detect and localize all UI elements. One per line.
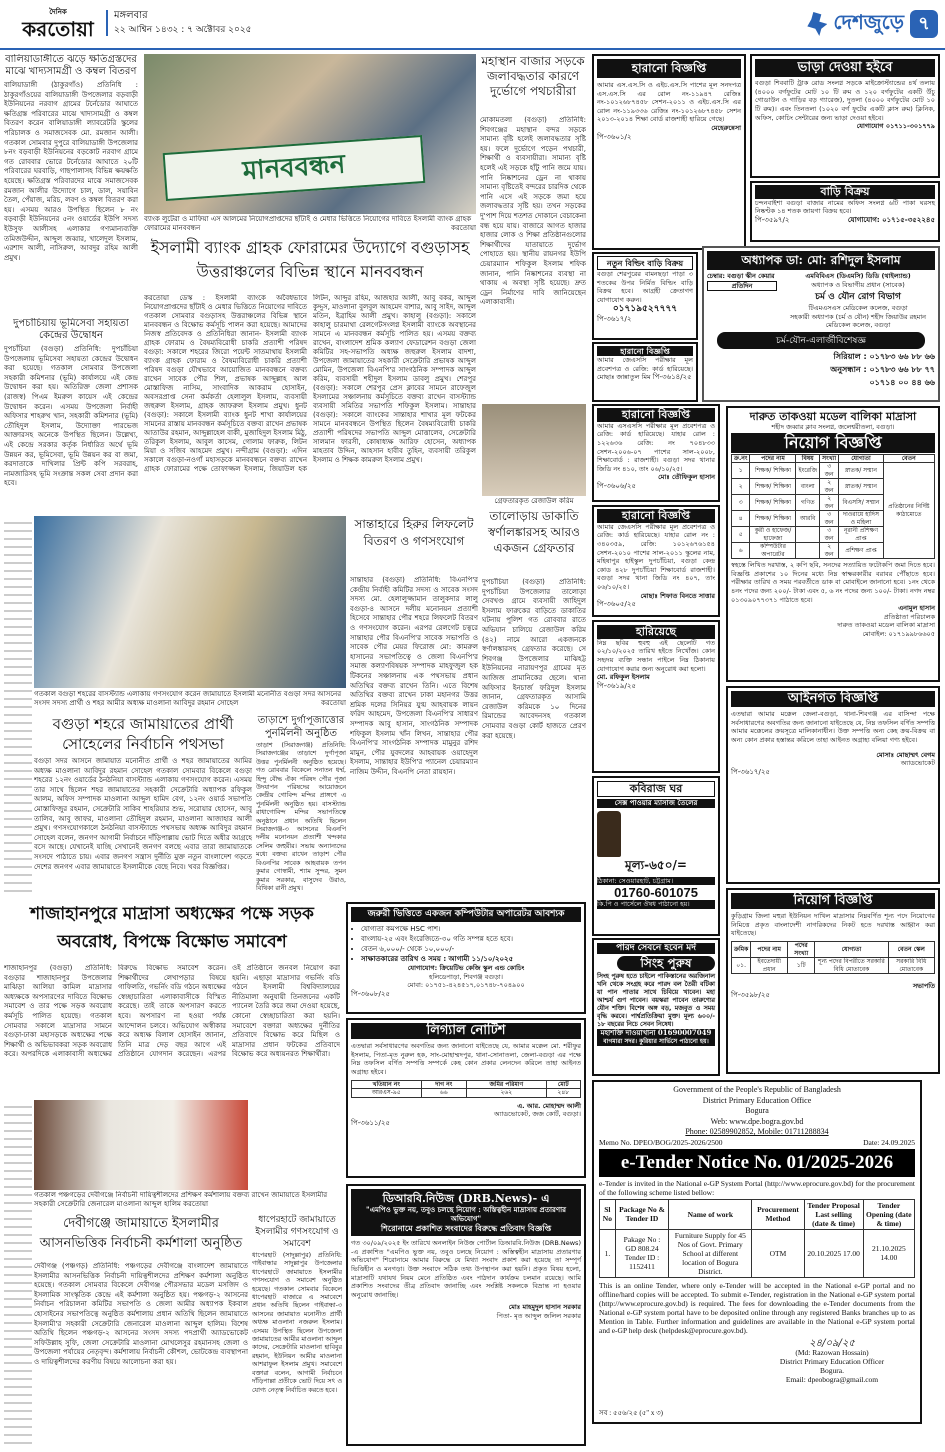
- cell: সরকারি বিধি মোতাবেক: [888, 958, 934, 974]
- article-body: ধাপেরহাট (সাদুল্লাপুর) প্রতিনিধি: গাইবান্ধার সাদুল্লাপুর উপজেলার ধাপেরহাটে জামায়াতে ইসলামীর গণসংযোগ ও সমাবেশ অনুষ্ঠিত হয়েছে। গতকাল সোমবার বিকেলে ধাপেরহাট বাজারে এ সমাবেশে প্রধান অতিথি ছিলেন গাইবান্ধা-৩ আসনের জামায়াত মনোনীত প্রার্থী অধ্যক্ষ মাওলানা নজরুল ইসলাম। এসময় উপস্থিত ছিলেন উপজেলা জামায়াতের আমীর মাওলানা আব্দুল কাদের, সেক্রেটারি মাওলানা হাবিবুর রহমান, ইউনিয়ন আমীর মাওলানা আশরাফুল ইসলাম প্রমুখ। সমাবেশে বক্তারা বলেন, আগামী নির্বাচনে দাঁড়িপাল্লা প্রতীকে ভোট দিয়ে সৎ ও যোগ্য নেতৃত্ব নির্বাচিত করতে হবে।: [252, 1252, 342, 1394]
- cell: শিক্ষক/ শিক্ষিকা: [750, 511, 796, 527]
- cell: ৩ জন: [819, 463, 838, 479]
- cell: ৩ জন: [819, 511, 838, 527]
- cell: ১টি: [788, 958, 815, 974]
- ad-kabiraj: কবিরাজ ঘর সেক্স পাওয়ার ম্যাসাজ তৈলের মূল্য-৬৫০/= ঠিকানা: সেওয়ারহাট, চট্টগ্রাম। 01760-601075 কি.পি ও পার্সেলে ঔষধ পাঠানো হয়।: [592, 776, 720, 936]
- section-label: [728, 6, 938, 42]
- cell: ১: [732, 463, 750, 479]
- cell: ক্র.নং: [732, 454, 750, 463]
- cell: শিক্ষক/ শিক্ষিকা: [750, 495, 796, 511]
- cell: Procurement Method: [752, 1199, 804, 1229]
- job-table: [731, 941, 935, 974]
- cell: 20.10.2025 17.00: [804, 1229, 863, 1277]
- day: মঙ্গলবার: [114, 10, 148, 21]
- cell: স্নাতক/ সম্মান: [839, 463, 883, 479]
- cell: ২ জন: [819, 543, 838, 559]
- signature: ২৪/০৯/২৫: [809, 1337, 855, 1349]
- signature-block: ২৪/০৯/২৫ (Md: Razowan Hossain) District Primary Education Officer Bogura. Email: dpeobogra@gmail.com: [749, 1339, 915, 1384]
- logo-text: করতোয়া: [22, 17, 94, 41]
- cell: ইবতেদায়ী প্রধান: [751, 958, 788, 974]
- cell: আরএস-৯৫: [352, 1089, 422, 1098]
- salary-cell: প্রতিষ্ঠানের নির্দিষ্ট কাঠামোতে: [883, 463, 934, 559]
- cell: OTM: [752, 1229, 804, 1277]
- row2-left-continuation: [4, 516, 32, 896]
- cell: ৬৬: [421, 1089, 466, 1098]
- headline: তাড়াশে দুর্গাপূজাত্তোর পুনর্মিলনী অনুষ্ঠিত: [257, 715, 345, 739]
- debiganj-photo: [34, 1100, 248, 1190]
- cell: দাওরায়ে হাদিস ও মহিলা: [839, 511, 883, 527]
- cell: ২: [732, 479, 750, 495]
- left-margin-continuation: [4, 1100, 32, 1446]
- shajahanpur-headline: শাজাহানপুরে মাদ্রাসা অধ্যক্ষের পক্ষে সড়ক অবরোধ, বিপক্ষে বিক্ষোভ সমাবেশ: [30, 904, 314, 952]
- cell: Tender Opening (date & time): [863, 1199, 914, 1229]
- banner: মানববন্ধন: [163, 135, 426, 201]
- cell: কম্পিউটার অপারেটর: [750, 543, 796, 559]
- cell: আরবি: [796, 511, 820, 527]
- ad-singha-purush: পারদ সেবনে হবেন মর্দ সিংহ পুরুষ সিংহ পুরুষ হতে চাইলে পাকিস্তানের অরজিনাল খনি থেকে সংগ্রহ করে পারদ বল তৈরী বটিকা যা পান পাতার সাথে চিবিয়ে খাবেন। মহা আশ্চর্য গুণ পাবেন। বয়স্করা পাবেন তারুণ্যের যৌন শক্তি। বিশেষ অঙ্গ বড়, মজবুত ও সময় বৃদ্ধি করবে। পার্শ্বপ্রতিক্রিয়া মুক্ত। মূল্য ৬০০/- ১৮ বছরের নিচে সেবন নিষেধ। মহাশক্তি দাওয়াখানা 01690007049 বাগমারা সদর। কুরিয়ার সার্ভিসে পাঠানো হয়।: [592, 938, 720, 1076]
- cell: যোগ্যতা: [815, 942, 888, 958]
- talora-body: দুপচাঁচিয়া (বগুড়া) প্রতিনিধি: দুপচাঁচিয়া উপজেলার তালোড়া সেবখণ্ড গ্রামে ব্যবসায়ী জাহিদুল ইসলাম ফারুকের বাড়িতে ডাকাতির ঘটনায় পুলিশ গত রোববার রাতে অভিযান চালিয়ে রেজাউল করিম (৪২) নামে আরো একজনকে স্বর্ণালঙ্কারসহ গ্রেফতার করেছে। সে শিবগঞ্জ উপজেলার মাঝিহট্ট ইউনিয়নের নারায়ণপুর গ্রামের মৃত আজিজ প্রামানিকের ছেলে। থানা অফিসার ইনচার্জ ফরিদুল ইসলাম জানান, গ্রেফতারকৃত আসামি রেজাউল করিমকে ১০ দিনের রিমান্ডের আবেদনসহ গতকাল সোমবার বগুড়া কোর্ট হাজতে প্রেরণ করা হয়েছে।: [482, 578, 586, 740]
- lead-body: করতোয়া ডেস্ক : ইসলামী ব্যাংকে অবৈধভাবে নিয়োগপ্রাপ্তদের ছাঁটাই ও মেধার ভিত্তিতে নিয়োগের দাবিতে গতকাল সোমবার বগুড়াসহ উত্তরাঞ্চলের বিভিন্ন স্থানে মানববন্ধন ও বিক্ষোভ কর্মসূচি পালন করা হয়েছে। আমাদের নিজস্ব প্রতিবেদক ও প্রতিনিধিরা জানান- ইসলামী ব্যাংক গ্রাহক ফোরাম ও বৈষম্যবিরোধী চাকরি প্রত্যাশী পরিষদ বগুড়া: সকালে শহরের জিরো পয়েন্ট সাতমাথায় ইসলামী ব্যাংক গ্রাহক ফোরাম ও বৈষম্যবিরোধী চাকরি প্রত্যাশী পরিষদ বগুড়া যৌথভাবে আয়োজিত মানববন্ধনে বক্তব্য রাখেন সাবেক পৌর শিল, প্রভাষক আব্দুল্লাহ আল মোস্তাফিজ নাসিম, সাংবাদিক আকরাম হোসাইন, অবসরপ্রাপ্ত সেনা কর্মকর্তা হেলালুল ইসলাম, ব্যবসায়ী জহুরুল ইসলাম, গ্রাহক জাফরুল ইসলাম প্রমুখ। ধুনট (বগুড়া): সকালে ইসলামী ব্যাংক ধুনট শাখা কার্যালয়ের সামনের রাস্তায় মানববন্ধন কর্মসূচিতে বক্তব্য রাখেন প্রভাষক আতাউর রহমান, আব্দুল্লাহেল বাকী, মুজাহিদুল ইসলাম মিঠু, তরিকুল ইসলাম, আবুল কাসেম, গোলাম ফারুক, লিটন মিয়া ও সজিব আহমেদ প্রমুখ। নন্দীগ্রাম (বগুড়া): এদিন সকালে বগুড়া-নওগাঁ মহাসড়কে মানববন্ধনে বক্তব্য রাখেন গ্রাহক ফোরামের পক্ষে তোফাজ্জল ইসলাম, জিয়াউল হক লিটন, আব্দুর রহিম, আজহার আলী, আবু বকর, আব্দুল কুদ্দুস, মাওলানা বুলবুল আহমেদ বাশার, আবু সাইদ, আব্দুল মতিন, ইব্রাহিম আলী প্রমুখ। কাহালু (বগুড়া): সকালে কাহালু চারমাথা রেলগেটসংলগ্ন ইসলামী ব্যাংকে অবস্থানের সামনে এ মানববন্ধন কর্মসূচি পালিত হয়। এসময় বক্তব্য রাখেন, বাংলাদেশ শ্রমিক কল্যাণ ফেডারেশন বগুড়া জেলা কমিটির সহ-সভাপতি অধ্যক্ষ জহুরুল ইসলাম বাদশা, উপজেলা জামায়াতের সহকারী সেক্রেটারি প্রভাষক আব্দুল মোমিন, উপজেলা বিএনপি'র সাংগঠনিক সম্পাদক আব্দুল করিম, ব্যবসায়ী শহীদুল ইসলাম ডাবলু প্রমুখ। শেরপুর (বগুড়া): সকালে শেরপুর প্রেস ক্লাবের সামনে রাফেজুল ইসলামের সঞ্চালনায় কর্মসূচিতে বক্তব্য রাখেন বাসস্ট্যান্ড ব্যবসায়ী সমিতির সভাপতি শফিকুল ইসলাম। সান্তাহার (বগুড়া): সকালে ব্যাংকের সান্তাহার শাখার মূল ফটকের সামনে মানববন্ধনে উপস্থিত ছিলেন বৈষম্যবিরোধী চাকরি প্রত্যাশী পরিষদের সভাপতি আব্দুল মোত্তালেব, সেক্রেটারি সালমান ফারসী, কোষাধ্যক্ষ আরিফ হোসেন, অধ্যাপক মাহতাব উদ্দিন, আহসান হাবীব তুহিন, ব্যবসায়ী তরিকুল ইসলাম ও শিক্ষক কামরুল ইসলাম প্রমুখ।: [144, 294, 476, 473]
- ad-lost-3: হারানো বিজ্ঞপ্তি আমার এসএসসি পরীক্ষার মূল প্রবেশপত্র ও রেজি: কার্ড হারিয়েছে। যাহার রোল : ১২২৬৩৬ রেজি: নং ৭০৪৮৩৩ সেশন-২০০৬-০৭ পাশের সাল-২০০৮, শিক্ষাবোর্ড : রাজশাহী। বগুড়া সদর থানার জিডি নং ৪১০, তাং ০৬/১০/২৫। মোঃ তৌফিকুল হাসান পি-৩৬০৬/২৫: [592, 404, 720, 502]
- cell: ৫: [732, 527, 750, 543]
- mohasthan-body: মোকামতলা (বগুড়া) প্রতিনিধি: শিবগঞ্জের মহাস্থান বন্দর সড়কে সামান্য বৃষ্টি হলেই জলাবদ্ধতার সৃষ্টি হয়। ফলে দুর্ভোগে পড়েন পথচারী, শিক্ষার্থী ও ব্যবসায়ীরা। সামান্য বৃষ্টি হলেই এই সড়কে হাঁটু পানি জমে যায়। পানি নিষ্কাশনের ড্রেন না থাকায় সামান্য বৃষ্টিতেই বন্দরের চারদিক থেকে পানি এসে এই সড়কে জমা হয়ে জলাবদ্ধতার সৃষ্টি হয়। তখন সড়কের দু'পাশ দিয়ে শতশত দোকানে বেচাকেনা বন্ধ হয়ে যায়। বাজারে আগত হাজার হাজার লোক ও শিক্ষা প্রতিষ্ঠানগুলোর শিক্ষার্থীদের যাতায়াতে দুর্ভোগ পোহাতে হয়। স্থানীয় রায়নগর ইউপি চেয়ারম্যান শফিকুল ইসলাম শফিক জানান, পানি নিষ্কাশনের ব্যবস্থা না থাকায় এ অবস্থা সৃষ্টি হয়েছে। দ্রুত ড্রেন নির্মাণের দাবি জানিয়েছেন এলাকাবাসী।: [480, 116, 586, 307]
- cell: ০১.: [732, 958, 751, 974]
- debiganj-headline: দেবীগঞ্জে জামায়াতে ইসলামীর আসনভিত্তিক নির্বাচনী কর্মশালা অনুষ্ঠিত: [39, 1216, 243, 1251]
- date: ২২ আশ্বিন ১৪৩২ : ৭ অক্টোবর ২০২৫: [114, 25, 252, 35]
- headline: ধাপেরহাটে জামায়াতে ইসলামীর গণসংযোগ ও সমাবেশ: [255, 1215, 339, 1249]
- ad-madrasa-recruitment: দারুত তাকওয়া মডেল বালিকা মাদ্রাসা শহীদ জব্বার ক্লাব সংলগ্ন, জলেশ্বরীতলা, বগুড়া। নিয়োগ বিজ্ঞপ্তি ক্র.নং পদের নাম বিষয় সংখ্যা যোগ্যতা বেতন ১ শিক্ষক/ শিক্ষিকা ইংরেজি ৩ জন স্নাতক/ সম্মান প্রতিষ্ঠানের নির্দিষ্ট কাঠামোতে ২ শিক্ষক/ শিক্ষিকা বাংলা ২ জন স্নাতক/ সম্মান ৩ শিক্ষক/ শিক্ষিকা গণিত ২ জন বিএসসি/ সম্মান ৪ শিক্ষক/ শিক্ষিকা আরবি ৩ জন দাওরায়ে হাদিস ও মহিলা ৫ কুরী ও হাফেজ/ হাফেজা ৩ জন নূরানী প্রশিক্ষণ প্রাপ্ত ৬ কম্পিউটার অপারেটর ২ জন প্রশিক্ষণ প্রাপ্ত স্বহস্তে লিখিত দরখাস্ত, ২ কপি ছবি, সনদের সত্যায়িত ফটোকপি জমা দিতে হবে। বিজ্ঞপ্তি প্রকাশের ১০ দিনের মধ্যে নিম্ন স্বাক্ষরকারীর বরাবর পৌঁছাতে হবে। পরীক্ষার তারিখ ও সময় পরবর্তীতে ডাক বা মোবাইলে জানানো হবে। ১নং থেকে ৪নং পদের জন্য ২০০/- টাকা এবং ৫, ৬ নং পদের জন্য ১০০/- টাকা। নগদ নম্বর ০১৩০৯০৭৭৩৭১ পাঠাতে হবে। এনামুল হাসান প্রতিষ্ঠাতা পরিচালক দারুত তাকওয়া মডেল বালিকা মাদ্রাসা মোবাইল: ০১৭১৯৯৮৬৬০৫: [726, 406, 940, 682]
- article-dhaperhat: [252, 1214, 342, 1446]
- article-body: দুপচাঁচিয়া (বগুড়া) প্রতিনিধি: দুপচাঁচিয়া উপজেলায় ভূমিসেবা সহায়তা কেন্দ্রের উদ্বোধন করা হয়েছে। গতকাল সোমবার উপজেলা সহকারী কমিশনার (ভূমি) কার্যালয়ে এই কেন্দ্র উদ্বোধন করা হয়। অতিরিক্ত জেলা প্রশাসক (রাজস্ব) পিএম ইমরুল কায়েস এই কেন্দ্রের উদ্বোধন করেন। এসময় উপজেলা নির্বাহী অফিসার শাহরুখ খান, সহকারী কমিশনার (ভূমি) তৌহিদুল ইসলাম, উদ্যোক্তা পারভেজ আক্তারসহ অনেকে উপস্থিত ছিলেন। উল্লেখ্য, এই কেন্দ্রে সরকার কর্তৃক নির্ধারিত অর্থে ভূমি উন্নয়ন কর, ভূমিসেবা, ভূমি উন্নয়ন কর বা জমা, করদাতাকে দাখিলার প্রিন্ট কপি সরবরাহ, নামজারিসহ ভূমি সংক্রান্ত সকল সেবা প্রদান করা হবে।: [4, 345, 138, 488]
- e-tender-notice: Government of the People's Republic of Bangladesh District Primary Education Office Bogura Web: www.dpe.bogra.gov.bd Phone: 02589902852, Mobile: 01711288834 Memo No. DPEO/BOG/2025-2026/2500 Date: 24.09.2025 e-Tender Notice No. 01/2025-2026 e-Tender is invited in the National e-GP System Portal (http://www.eprocure.gov.bd) for the procurement of the following scheme listed bellow: Sl No Package No & Tender ID Name of work Procurement Method Tender Proposal Last selling (date & time) Tender Opening (date & time) 1. Pakage No : GD 808.24 Tender ID : 1152411 Furniture Supply for 45 Nos of Govt. Primary School at different location of Bogura District. OTM 20.10.2025 17.00 21.10.2025 14.00 This is an online Tender, where only e-Tender will be accepted in the National e-GP portal and no offline/hard copies will be accepted. To submit e-Tender, registration in the National e-GP system portal (http://www.eprocure.gov.bd) is required. The fees for downloading the e-Tender documents from the National e-GP system portal have to be deposited online through any registered Banks branches up to as Mention in Table. Further information and guidelines are available in the National e-GP system portal and e-GP help desk (helpdesk@eprocure.gov.bd). ২৪/০৯/২৫ (Md: Razowan Hossain) District Primary Education Officer Bogura. Email: dpeobogra@gmail.com সব : ৫৫৬/২৫ (৫" x ৩): [592, 1080, 922, 1424]
- shajahanpur-body: শাজাহানপুর (বগুড়া) প্রতিনিধি: বগুড়ার শাজাহানপুর উপজেলার মাঝিড়া আলিয়া কামিল মাদ্রাসার অধ্যক্ষকে অপসারণের দাবিতে বিক্ষোভ সমাবেশ ও তার পক্ষে সড়ক অবরোধ কর্মসূচি পালিত হয়েছে। গতকাল সোমবার সকালে মাদ্রাসার সামনে বগুড়া-ঢাকা মহাসড়কে অধ্যক্ষের পক্ষে শিক্ষার্থী ও অভিভাবকরা সড়ক অবরোধ করে। অপরদিকে এলাকাবাসী অধ্যক্ষের বিরুদ্ধে বিক্ষোভ সমাবেশ করেন। শিক্ষার্থীদের লেখাপড়ার বিষয়ে গাফিলতি, গভর্নিং বডি গঠনে অধ্যক্ষের স্বেচ্ছাচারিতা এলাকাবাসীকে বিস্মিত করেছে। তাই তাকে অপসারণ করতে হবে। অপসারণ না হওয়া পর্যন্ত আন্দোলন চলবে। অভিযোগ অস্বীকার করে অধ্যক্ষ বিলাল হোসাইন জানান, তিনি মাত্র দেড় বছর আগে এই প্রতিষ্ঠানে যোগদান করেছেন। এরপর ওই প্রতিষ্ঠানে জনবল নিয়োগ করা হয়নি। এছাড়া মাদ্রাসার গভর্নিং বডি গঠনে ইসলামী বিশ্ববিদ্যালয়ের নীতিমালা অনুযায়ী তিনজনের একটি প্যানেল তৈরি করে জমা দেওয়া হয়েছে, কোনো স্বেচ্ছাচারিতা করা হয়নি। সমাবেশে বক্তারা অধ্যক্ষের দুর্নীতির প্রতিবাদে বিক্ষোভ করে মিছিল ও মাদ্রাসার প্রধান ফটকের প্রতিবাদে বিক্ষোভ করে অধ্যয়নরত শিক্ষার্থীরা।: [4, 964, 340, 1059]
- cell: ৩ জন: [819, 527, 838, 543]
- cell: Sl No: [600, 1199, 616, 1229]
- cell: শিক্ষক/ শিক্ষিকা: [750, 463, 796, 479]
- cell: ক্রমিক: [732, 942, 751, 958]
- issue-date: [114, 9, 374, 37]
- headline: দুপচাঁচিয়ায় ভূমিসেবা সহায়তা কেন্দ্রের উদ্বোধন: [13, 318, 129, 341]
- cell: কুরী ও হাফেজ/ হাফেজা: [750, 527, 796, 543]
- article-dupchanchia: [4, 318, 138, 510]
- mohasthan-headline: মহাস্থান বাজার সড়কে জলাবদ্ধতার কারণে দুর্ভোগে পথচারীরা: [481, 54, 585, 98]
- table-row: [732, 463, 935, 479]
- logo-small: দৈনিক: [49, 8, 67, 16]
- page-number: ৭: [910, 10, 938, 38]
- ad-job-notice: নিয়োগ বিজ্ঞপ্তি কুড়িগ্রাম জিলা মহুরা ইউনিয়ন দাখিল মাদ্রাসার নিম্নবর্ণিত শূন্য পদে নিয়োগের নিমিত্তে প্রকৃত বাংলাদেশী নাগরিকদের নিকট হতে দরখাস্ত আহ্বান করা যাইতেছে। ক্রমিক পদের নাম পদের সংখ্যা যোগ্যতা বেতন স্কেল ০১. ইবতেদায়ী প্রধান ১টি শূন্য পদের বিপরীতে সরকারি বিধি মোতাবেক সরকারি বিধি মোতাবেক সভাপতি পি-৩৫৯৮/২৫: [726, 888, 940, 1074]
- campaign-photo: [34, 516, 346, 688]
- campaign-photo-caption: গতকাল বগুড়া শহরের বাসস্ট্যান্ড এলাকায় গণসংযোগ করেন জামায়াতে ইসলামী মনোনীত বগুড়া সদর আসনের সংসদ সদস্য প্রার্থী ও শহর আমীর অধ্যক্ষ মাওলানা আবিদুর রহমান সোহেল করতোয়া: [34, 690, 346, 707]
- oil-bottle-icon: [597, 811, 621, 857]
- cell: শূন্য পদের বিপরীতে সরকারি বিধি মোতাবেক: [815, 958, 888, 974]
- cell: নূরানী প্রশিক্ষণ প্রাপ্ত: [839, 527, 883, 543]
- arrest-photo: [482, 404, 586, 496]
- cell: ২ জন: [819, 479, 838, 495]
- cell: ২৪৮: [546, 1089, 580, 1098]
- arrest-photo-caption: গ্রেফতারকৃত রেজাউল করিম: [494, 497, 574, 505]
- cell: Tender Proposal Last selling (date & time): [804, 1199, 863, 1229]
- cell: বাংলা: [796, 479, 820, 495]
- cell: 21.10.2025 14.00: [863, 1229, 914, 1277]
- ad-doctor: অধ্যাপক ডা: মো: রশিদুল ইসলাম চেম্বার: বগুড়া স্কীন কেয়ার প্রতিদিন এমবিবিএস (ডিএমসি) ডিডি (থাইল্যান্ড) অধ্যাপক ও বিভাগীয় প্রধান (সাবেক) চর্ম ও যৌন রোগ বিভাগ টিএমএসএস মেডিকেল কলেজ, বগুড়া সহকারী অধ্যাপক (চর্ম ও যৌন) শহীদ জিয়াউর রহমান মেডিকেল কলেজ, বগুড়া চর্ম-যৌন-এলার্জীবিশেষজ্ঞ সিরিয়াল : ০১৭৮৩ ৬৬ ৮৮ ৬৬ অনুসন্ধান : ০১৭৮৩ ৬৬ ৮৮ ৭৭ ০১৭১৪ ০০ ৪৪ ৬৬: [702, 246, 940, 402]
- cell: Pakage No : GD 808.24 Tender ID : 1152411: [615, 1229, 668, 1277]
- ad-rent: ভাড়া দেওয়া হইবে বগুড়া শিববাটি ট্রাক রোড সংলগ্ন সড়কে মাইক্রোস্ট্যান্ডের ৪র্থ তলায় (৪০০০ বর্গফুটের মোট ১০ টি রুম ও ১২০ বর্গফুটের একটি উঁচু গোডাউন ও গাড়ির বড় গ্যারেজ), দুতলা (৪০০০ বর্গফুটের মোট ১০ টি রুম)। এবং তিনতলা (১০২০ বর্গ ফুটের একটি ক্লাস রুম) ক্লিনিক, অফিস, কোচিং সেন্টারের জন্য ভাড়া দেওয়া হইবে। যোগাযোগ ০১৭১১-৩০১৭৭৯: [750, 54, 940, 178]
- article-bogura: [34, 714, 252, 898]
- article-body: তাড়াশ (সিরাজগঞ্জ) প্রতিনিধি: সিরাজগঞ্জের তাড়াশে দুর্গাপূজা উত্তর পুনর্মিলনী অনুষ্ঠিত হয়েছে। গত রোববার বিকেলে সনাতন ধর্ম্ম, হিন্দু বৌদ্ধ ঐক্য পরিষদ পৌর পূজা উদযাপন পরিষদের আয়োজনে কেন্দ্রীয় গোবিন্দ মন্দির প্রাঙ্গণে এ পুনর্মিলনী অনুষ্ঠিত হয়। বাসস্ট্যান্ড রাধাগোবিন্দ মন্দির সভাপতিত্বে অনুষ্ঠানে প্রধান অতিথি ছিলেন সিরাজগঞ্জ-৩ আসনের বিএনপি দলীয় মনোনয়ন প্রত্যাশী খন্দকার সেলিম জহুরীর। সভায় অন্যান্যদের মধ্যে বক্তব্য রাখেন তাড়াশ পৌর বিএনপির সাবেক আহবায়ক তপন কুমার গোস্বামী, শ্যাম সুন্দর, সুমন কুমার সরকার, বাসুদেব উরাও, বিথিকা রানী প্রমুখ।: [256, 742, 346, 892]
- logo: [18, 6, 98, 42]
- article-baliadangi: [4, 54, 138, 316]
- ad-computer-operator: জরুরী ভিত্তিতে একজন কম্পিউটার অপারেটর আবশ্যক • যোগ্যতা কমপক্ষে HSC পাশ। • বাংলায়-২৫ এবং ইংরেজিতে-৩০ গতি সম্পন্ন হতে হবে। • বেতন ৬,০০০/- থেকে ১০,০০০/- • সাক্ষাতকারের তারিখ ও সময় : আগামী ১১/১০/২০২৫ যোগাযোগ: ক্রিয়েটিভ কেজি স্কুল এন্ড কোচিং হলিডেপাড়া, শিবগঞ্জ বগুড়া। মোবা: ০১৭৫১-৪২৪৫১৭,০১৭৪৮-৭০৪৯০০ পি-৩৬০৮/২৫: [346, 902, 586, 1014]
- cell: বেতন: [883, 454, 934, 463]
- cell: পদের সংখ্যা: [788, 942, 815, 958]
- talora-headline: তালোড়ায় ডাকাতি স্বর্ণালঙ্কারসহ আরও একজন গ্রেফতার: [487, 509, 581, 555]
- article-tarash: [256, 714, 346, 898]
- cell: দাগ নং: [421, 1080, 466, 1089]
- ad-drb-protest: ডিআরবি.নিউজ (DRB.News)- এ "এমপিও ভুক্ত নয়, তবুও চলছে নিয়োগ : অস্তিত্বহীন মাদ্রাসায় প্রতারণার অভিযোগ" শিরোনামে প্রকাশিত সংবাদের বিরুদ্ধে প্রতিবাদ বিজ্ঞপ্তি গত ৩০/০৯/২০২৫ ইং তারিখে অনলাইন নিউজ পোর্টাল ডিআরবি.নিউজ (DRB.News) -এ প্রকাশিত "এমপিও ভুক্ত নয়, তবুও চলছে নিয়োগ : অস্তিত্বহীন মাদ্রাসায় প্রতারণার অভিযোগ" শিরোনামে আমার বিরুদ্ধে যে মিথ্যা সংবাদ প্রকাশ করা হয়েছে তা সম্পূর্ণ ভিত্তিহীন ও মনগড়া। উক্ত সংবাদে সঠিক তথ্য উপস্থাপন করা হয়নি। প্রকৃত বিষয় হলো, মাদ্রাসাটি যথাযথ নিয়ম মেনে প্রতিষ্ঠিত এবং পাঠদান কার্যক্রম চলমান রয়েছে। আমি প্রকাশিত সংবাদের তীব্র প্রতিবাদ জানাচ্ছি এবং সংশ্লিষ্ট সকলকে বিভ্রান্ত না হওয়ার অনুরোধ জানাচ্ছি। মোঃ মাহমুদুল হাসান সরকার পিতা- মৃত আব্দুল জলিল সরকার: [346, 1184, 586, 1446]
- ad-legal-notice: আইনগত বিজ্ঞপ্তি এতদ্বারা আমার মক্কেল জেলা-বগুড়া, থানা-শিবগঞ্জ এর বাসিন্দা পক্ষে সর্বসাধারণের অবগতির জন্য জানানো যাইতেছে যে, নিম্ন তফসিল বর্ণিত সম্পত্তি আমার মক্কেলের ক্রয়সূত্রে মালিকানাধীন। উক্ত সম্পত্তি অন্য কেহ ক্রয়-বিক্রয় বা অন্য কোন প্রকার হস্তান্তর করিলে তাহা আইনত অগ্রাহ্য বলিয়া গণ্য হইবে। মোসাঃ মোছাম্মৎ বেগম অ্যাডভোকেট পি-৩৬১৭/২৫: [726, 686, 940, 884]
- cell: স্নাতক/ সম্মান: [839, 479, 883, 495]
- cell: বিষয়: [796, 454, 820, 463]
- cell: 1.: [600, 1229, 616, 1277]
- cell: ২৬২: [467, 1089, 547, 1098]
- cell: শিক্ষক/ শিক্ষিকা: [750, 479, 796, 495]
- cell: [796, 543, 820, 559]
- cell: পদের নাম: [751, 942, 788, 958]
- cell: ৪: [732, 511, 750, 527]
- ad-building-sale: নতুন বিল্ডিং বাড়ি বিক্রয় বগুড়া শেরপুরের বামনছড়া পাড়া ৩ শতকের উপর নির্মিত বিল্ডিং বাড়ি বিক্রয় হবে। আগ্রহী ক্রেতাগণ যোগাযোগ করুন। ০১৭১৯৫২৭৭৭৭ পি-৩৬১৭/২: [592, 252, 698, 340]
- cell: জমির পরিমাণ: [467, 1080, 547, 1089]
- cell: গণিত: [796, 495, 820, 511]
- cell: যোগ্যতা: [839, 454, 883, 463]
- cell: পদের নাম: [750, 454, 796, 463]
- article-body: বগুড়া সদর আসনে জামায়াত মনোনীত প্রার্থী ও শহর জামায়াতের আমির অধ্যক্ষ মাওলানা আবিদুর রহমান সোহেল গতকাল সোমবার বিকেলে বগুড়া শহরের ১২নং ওয়ার্ডের ঠনঠনিয়া বাসস্ট্যান্ড এলাকায় গণসংযোগ করেন। এসময় তার সাথে ছিলেন শহর জামায়াতের সহকারী সেক্রেটারি অধ্যাপক রফিকুল আলম, অফিস সম্পাদক মাওলানা আব্দুল হামিদ বেগ, ১২নং ওয়ার্ড সভাপতি মোস্তাফিজুর রহমান, সেক্রেটারি সাকিব শাহরিয়ার শুভ, সরোয়ার হোসেন, আবু তালিব, আবু জাফর, মাওলানা তৌহিদুল রহমান, মাওলানা আজাহার আলী প্রমুখ। গণসংযোগকালে ঠনঠনিয়া বাসস্ট্যান্ডে পথসভায় অধ্যক্ষ আবিদুর রহমান সোহেল বলেন, জনগণ আগামী নির্বাচনে দাঁড়িপাল্লায় ভোট দিতে অধীর আগ্রহে বসে আছে। যেখানেই যাচ্ছি সেখানেই জনগণ বলছে এবার তারা জামায়াতকে সংসদে পাঠাতে চায়। এবার জনগণ সন্ত্রাস দুর্নীতি মুক্ত নতুন বাংলাদেশ গড়তে দেশের জনগণ এবার জামায়াতে ইসলামীকে বেছে নিবে। খবর বিজ্ঞপ্তির।: [34, 757, 252, 871]
- headline: বগুড়া শহরে জামায়াতের প্রার্থী সোহেলের নির্বাচনি পথসভা: [52, 715, 234, 753]
- debiganj-body: দেবীগঞ্জ (পঞ্চগড়) প্রতিনিধি: পঞ্চগড়ের দেবীগঞ্জে বাংলাদেশ জামায়াতে ইসলামীর আসনভিত্তিক নির্বাচনী দায়িত্বশীলদের প্রশিক্ষণ কর্মশালা অনুষ্ঠিত হয়েছে। গতকাল সোমবার বিকেলে দেবীগঞ্জ পৌরসভার মডেল মসজিদ ও ইসলামিক সাংস্কৃতিক কেন্দ্রে এই কর্মশালা অনুষ্ঠিত হয়। পঞ্চগড়-২ আসনের নির্বাচন পরিচালনা কমিটির সভাপতি ও জেলা আমীর অধ্যাপক ইকবাল হোসাইনের সভাপতিত্বে অনুষ্ঠিত কর্মশালায় প্রধান অতিথি ছিলেন জামায়াতে ইসলামী'র সহকারী সেক্রেটারি জেনারেল মাওলানা আব্দুল হালিম। বিশেষ অতিথি ছিলেন পঞ্চগড়-২ আসনের সংসদ সদস্য পদপ্রার্থী অ্যাডভোকেট সফিউল্লাহ সুফি, জেলা সেক্রেটারি মাওলানা মোখলেসুর রহমানসহ জেলা ও উপজেলা পর্যায়ের নেতৃবৃন্দ। কর্মশালায় নির্বাচনী কৌশল, ভোটকেন্দ্র ব্যবস্থাপনা ও দায়িত্বশীলদের করণীয় বিষয়ে আলোচনা করা হয়।: [34, 1262, 248, 1366]
- lead-photo-caption: ব্যাংক লুটেরা ও মাফিয়া এস আলমের নিয়োগপ্রাপ্তদের ছাঁটাই ও মেধার ভিত্তিতে নিয়োগের দাবিতে ইসলামী ব্যাংক গ্রাহক ফোরামের মানববন্ধন করতোয়া: [144, 215, 476, 232]
- notice-table: [351, 1080, 581, 1098]
- cell: [796, 527, 820, 543]
- ad-missing: হারিয়েছে নিম্ন ছবির হুবহু এই ছেলেটি গত ০২/১০/২০২৫ তারিখ হইতে নিখোঁজ। কোন সহৃদয় ব্যক্তি সন্ধান পাইলে নিম্ন ঠিকানায় যোগাযোগ করার জন্য অনুরোধ করা হলো। মো. রফিকুল ইসলাম পি-৩৬১৯/২৫: [592, 620, 720, 773]
- bangladesh-map-icon: [807, 12, 827, 36]
- cell: ইংরেজি: [796, 463, 820, 479]
- cell: খতিয়ান নং: [352, 1080, 422, 1089]
- tender-title: e-Tender Notice No. 01/2025-2026: [599, 1149, 915, 1177]
- article-body: বালিয়াডাঙ্গী (ঠাকুরগাঁও) প্রতিনিধি : ঠাকুরগাঁওয়ের বালিয়াডাঙ্গী উপজেলার বড়বাড়ী ইউনিয়নের নরবাগ গ্রামের টর্নেডোর আঘাতে ক্ষতিগ্রস্ত পরিবারের মাঝে খাদ্যসামগ্রী ও কম্বল বিতরণ করেন বালিয়াডাঙ্গী ল্যাবরেটরি স্কুলের পরিচালক ও সমাজসেবক মো. রমজান আলী। গতকাল সোমবার দুপুরে বালিয়াডাঙ্গী উপজেলার ৮নং বড়বাড়ী ইউনিয়নের বড়কোট নরবাগ গ্রামে গত রোববার ভোরে টর্নেডোর আঘাতে ২০টি পরিবারের ঘরবাড়ি, গাছপালাসহ বিভিন্ন ক্ষয়ক্ষতি হয়েছে। ক্ষতিগ্রস্ত পরিবারদের মাঝে সমাজসেবক রমজান আলীর উদ্যোগে চাল, ডাল, সয়াবিন তৈল, পেঁয়াজ, মরিচ, লবণ ও কম্বল বিতরণ করা হয়। এসময় আরও উপস্থিত ছিলেন ৮ নং বড়বাড়ী ইউনিয়নের ৫নং ওয়ার্ডের ইউপি সদস্য ইউসুফ আলীসহ এলাকার গণ্যমান্যব্যক্তি তমিজউদ্দীন, আব্দুল জব্বার, খালেদুল ইসলাম, এরশাদ আলী, নাসিরুল, আবদুর রহিম আলী প্রমুখ।: [4, 81, 138, 262]
- divider: [106, 10, 108, 36]
- cell: ৩: [732, 495, 750, 511]
- debiganj-photo-caption: গতকাল পঞ্চগড়ের দেবীগঞ্জে নির্বাচনী দায়িত্বশীলদের প্রশিক্ষণ কর্মশালায় বক্তব্য রাখেন জামায়াতে ইসলামীর সহকারী সেক্রেটারি জেনারেল মাওলানা আব্দুল হালিম করতোয়া: [34, 1191, 328, 1208]
- cell: Name of work: [669, 1199, 752, 1229]
- santahar-body: সান্তাহার (বগুড়া) প্রতিনিধি: বিএনপি'র কেন্দ্রীয় নির্বাহী কমিটির সদস্য ও সাবেক সংসদ সদস্য মো. হেলালুজ্জামান তালুকদার লালু বগুড়া-৪ আসনে দলীয় মনোনয়ন প্রত্যাশী হিসেবে সান্তাহার পৌর শহরে লিফলেট বিতরণ ও গণসংযোগ করেন। এরপর রেলগেট চত্বরে সান্তাহার পৌর বিএনপি'র সাবেক সভাপতি ও সাবেক পৌর মেয়র ফিরোজ মো: কামরুল হাসানের সভাপতিত্বে ও জেলা বিএনপি'র সমাজ কল্যাণবিষয়ক সম্পাদক মাহফুজুল হক টিকনের সঞ্চালনায় এক পথসভায় প্রধান অতিথির বক্তব্য রাখেন তিনি। এতে বিশেষ অতিথির বক্তব্য রাখেন ঢাকা মহানগর উত্তর শ্রমিক দলের সিনিয়র যুগ্ম আহবায়ক লায়ন ফরিদ আহমেদ, উপজেলা বিএনপি'র সাধারণ সম্পাদক আবু হাসান, সাংগঠনিক সম্পাদক শফিকুল ইসলাম খাঁন লিখন, সান্তাহার পৌর বিএনপি'র সাংগঠনিক সম্পাদক মামুনুর রশিদ মামুন, পৌর যুবদলের আহবায়ক ওয়াহেদুল ইসলাম, সান্তাহার ইউপি'র প্যানেল চেয়ারম্যান নাজিম উদ্দীন, বিএনপি নেতা রায়হান।: [350, 576, 478, 776]
- vacancy-table: [731, 454, 935, 560]
- masthead: [0, 0, 945, 50]
- cell: ৬: [732, 543, 750, 559]
- headline: বালিয়াডাঙ্গীতে ঝড়ে ক্ষতিগ্রস্তদের মাঝে খাদ্যসামগ্রী ও কম্বল বিতরণ: [5, 54, 137, 77]
- ad-house-sale: বাড়ি বিক্রয় চন্দনবাইশা বগুড়া বাজার নামের অফিস সংলগ্ন ৬টি পাকা ঘরসহ নিষ্কণ্টক ১৪ শতক জায়গা বিক্রয় হবে। পি-৩৫৯৭/২ যোগাযোগ: ০১৭১৫-৩৫২২৪৫: [750, 181, 940, 242]
- cell: Package No & Tender ID: [615, 1199, 668, 1229]
- ad-legal-notice-2: লিগ্যাল নোটিশ এতদ্বারা সর্বসাধারণের অবগতির জন্য জানানো যাইতেছে যে, আমার মক্কেল মো. শরীফুর ইসলাম, পিতা-মৃত নুরুল হক, সাং-মোহাম্মদপুর, থানা-সোনাতলা, জেলা-বগুড়া এর পক্ষে নিম্ন তফসিল বর্ণিত সম্পত্তি সম্পর্কে কেহ কোন প্রকার লেনদেন করিলে তাহা আইনত অগ্রাহ্য হইবে। খতিয়ান নং দাগ নং জমির পরিমাণ মোট আরএস-৯৫ ৬৬ ২৬২ ২৪৮ এ. আর. মোহাম্মদ আলী অ্যাডভোকেট, জজ কোর্ট, বগুড়া। পি-৩৬১১/২৫: [346, 1018, 586, 1178]
- cell: সংখ্যা: [819, 454, 838, 463]
- section-name: দেশজুড়ে: [833, 9, 904, 34]
- ad-lost-4: হারানো বিজ্ঞপ্তি আমার জেএসসি পরীক্ষার মূল প্রবেশপত্র ও রেজি: কার্ড হারিয়েছে। যাহার রোল নং : ৩৪০৩৫৯, রেজি: ১০১২৬৭৬১৫৪ সেশন-২০১০ পাশের সাল-২০১১ স্কুলের নাম, মহিষাপুর হাইস্কুল দুপচাঁচিয়া, বগুড়া কেন্দ্র কোড ৪২৮ দুপচাঁচিয়া শিক্ষাবোর্ড রাজশাহী। বগুড়া সদর থানা জিডি নং ৪০৭, তাং ০৬/১০/২৫। মোছাঃ শিফাত বিনতে সাত্তার পি-৩৬০৫/২৫: [592, 505, 720, 617]
- cell: মোট: [546, 1080, 580, 1089]
- santahar-headline: সান্তাহারে হিরুর লিফলেট বিতরণ ও গণসংযোগ: [354, 517, 474, 548]
- ad-lost-1: হারানো বিজ্ঞপ্তি আমার এস.এস.সি ও এইচ.এস.সি পাশের মূল সনদপত্র এস.এস.সি এর রোল নং-১১৯৪৭ রেজিঃ নং-১০১২৬৮৭৪৫৮ সেশন-২০১১ ও এইচ.এস.সি এর রোল নং-১১৯৩৩৬ রেজিঃ নং-১০১২৬৮৭৪৫৮ সেশন ২০১৩-২০১৪ শিক্ষা বোর্ড রাজশাহী হারিয়ে গেছে। মেহেরুন্নেসা পি-৩৬০১/২: [592, 54, 746, 250]
- cell: Furniture Supply for 45 Nos of Govt. Primary School at different location of Bogura District.: [669, 1229, 752, 1277]
- lead-photo: [144, 54, 476, 214]
- cell: বিএসসি/ সম্মান: [839, 495, 883, 511]
- lead-headline: ইসলামী ব্যাংক গ্রাহক ফোরামের উদ্যোগে বগুড়াসহ উত্তরাঞ্চলের বিভিন্ন স্থানে মানববন্ধন: [150, 238, 470, 281]
- cell: প্রশিক্ষণ প্রাপ্ত: [839, 543, 883, 559]
- tender-table: [599, 1199, 915, 1278]
- cell: বেতন স্কেল: [888, 942, 934, 958]
- ad-lost-2: হারানো বিজ্ঞপ্তি আমার জেএসসি পরীক্ষার মূল প্রবেশপত্র ও রেজি: কার্ড হারিয়েছে। মোছাঃ জান্নাতুল মিম পি-৩৬১৪/২৫: [592, 342, 698, 402]
- cell: ২ জন: [819, 495, 838, 511]
